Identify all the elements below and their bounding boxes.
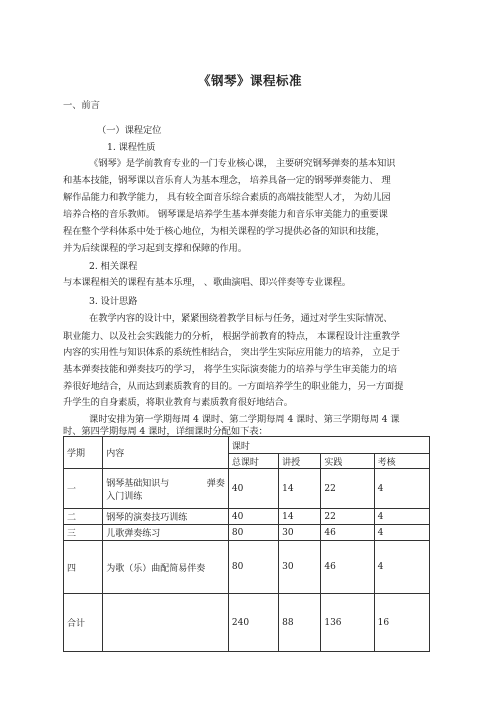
- paragraph-line: 内容的实用性与知识体系的系统性相结合， 突出学生实际应用能力的培养， 立足于: [63, 347, 400, 358]
- item-heading-design-ideas: 3. 设计思路: [89, 296, 138, 307]
- table-row: [64, 509, 430, 525]
- paragraph-line: 时、第四学期每周 4 课时，详细课时分配如下表：: [63, 426, 268, 437]
- paragraph-line: 和基本技能，钢琴课以音乐育人为基本理念， 培养具备一定的钢琴弹奏能力、 理: [63, 175, 391, 186]
- paragraph-line: 与本课程相关的课程有基本乐理， 、歌曲演唱、即兴伴奏等专业课程。: [63, 277, 351, 288]
- cell-exam: 4: [374, 509, 429, 525]
- paragraph-line: 课时安排为第一学期每周 4 课时、第二学期每周 4 课时、第三学期每周 4 课: [89, 414, 400, 425]
- cell-lecture: 30: [279, 541, 321, 594]
- item-heading-course-nature: 1. 课程性质: [107, 142, 156, 153]
- cell-content-part: 弹奏: [206, 478, 225, 489]
- cell-term: 合计: [64, 594, 103, 652]
- header-exam: 考核: [374, 454, 429, 469]
- paragraph-line: 在教学内容的设计中，紧紧围绕着教学目标与任务，通过对学生实际情况、: [89, 313, 393, 324]
- cell-practice: 46: [321, 541, 374, 594]
- paragraph-line: 培养合格的音乐教师。 钢琴课是培养学生基本弹奏能力和音乐审美能力的重要课: [63, 209, 388, 220]
- paragraph-line: 基本弹奏技能和弹奏技巧的学习， 将学生实际演奏能力的培养与学生审美能力的培: [63, 364, 397, 375]
- cell-lecture: 14: [279, 469, 321, 509]
- header-content: 内容: [103, 437, 229, 469]
- item-heading-related-courses: 2. 相关课程: [89, 261, 138, 272]
- cell-practice: 46: [321, 525, 374, 541]
- cell-practice: 136: [321, 594, 374, 652]
- cell-total: 40: [228, 469, 278, 509]
- section-heading-preface: 一、前言: [63, 100, 100, 111]
- cell-term: 四: [64, 541, 103, 594]
- table-row: [64, 541, 430, 594]
- cell-practice: 22: [321, 509, 374, 525]
- cell-lecture: 30: [279, 525, 321, 541]
- header-total: 总课时: [228, 454, 278, 469]
- cell-exam: 4: [374, 541, 429, 594]
- cell-content-part: 入门训练: [106, 491, 143, 502]
- paragraph-line: 升学生的自身素质，将职业教育与素质教育很好地结合。: [63, 397, 293, 408]
- cell-content: [103, 469, 229, 509]
- subsection-heading-positioning: （一）课程定位: [97, 125, 162, 136]
- cell-term: 三: [64, 525, 103, 541]
- course-hours-table: [63, 436, 430, 652]
- document-title: 《钢琴》课程标准: [197, 73, 302, 88]
- cell-term: 一: [64, 469, 103, 509]
- paragraph-line: 程在整个学科体系中处于核心地位，为相关课程的学习提供必备的知识和技能，: [63, 226, 385, 237]
- cell-total: 40: [228, 509, 278, 525]
- cell-lecture: 88: [279, 594, 321, 652]
- header-term: 学期: [64, 437, 103, 469]
- cell-exam: 4: [374, 469, 429, 509]
- header-hours: 课时: [228, 437, 429, 454]
- paragraph-line: 《钢琴》是学前教育专业的一门专业核心课， 主要研究钢琴弹奏的基本知识: [89, 158, 396, 169]
- table-row: [64, 525, 430, 541]
- cell-content: 儿歌弹奏练习: [103, 525, 229, 541]
- paragraph-line: 解作品能力和教学能力， 具有较全面音乐综合素质的高端技能型人才， 为幼儿园: [63, 192, 391, 203]
- cell-content: [103, 594, 229, 652]
- cell-exam: 4: [374, 525, 429, 541]
- cell-content: 钢琴的演奏技巧训练: [103, 509, 229, 525]
- cell-practice: 22: [321, 469, 374, 509]
- cell-total: 80: [228, 541, 278, 594]
- paragraph-line: 职业能力、以及社会实践能力的分析， 根据学前教育的特点， 本课程设计注重教学: [63, 331, 400, 342]
- cell-total: 80: [228, 525, 278, 541]
- table-row: [64, 469, 430, 509]
- cell-content: 为歌（乐）曲配简易伴奏: [103, 541, 229, 594]
- paragraph-line: 养很好地结合，从而达到素质教育的目的。一方面培养学生的职业能力，另一方面提: [63, 381, 404, 392]
- header-practice: 实践: [321, 454, 374, 469]
- paragraph-line: 并为后续课程的学习起到支撑和保障的作用。: [63, 243, 247, 254]
- cell-total: 240: [228, 594, 278, 652]
- header-lecture: 讲授: [279, 454, 321, 469]
- table-row-total: [64, 594, 430, 652]
- cell-term: 二: [64, 509, 103, 525]
- cell-lecture: 14: [279, 509, 321, 525]
- cell-content-part: 钢琴基础知识与: [106, 478, 170, 489]
- cell-exam: 16: [374, 594, 429, 652]
